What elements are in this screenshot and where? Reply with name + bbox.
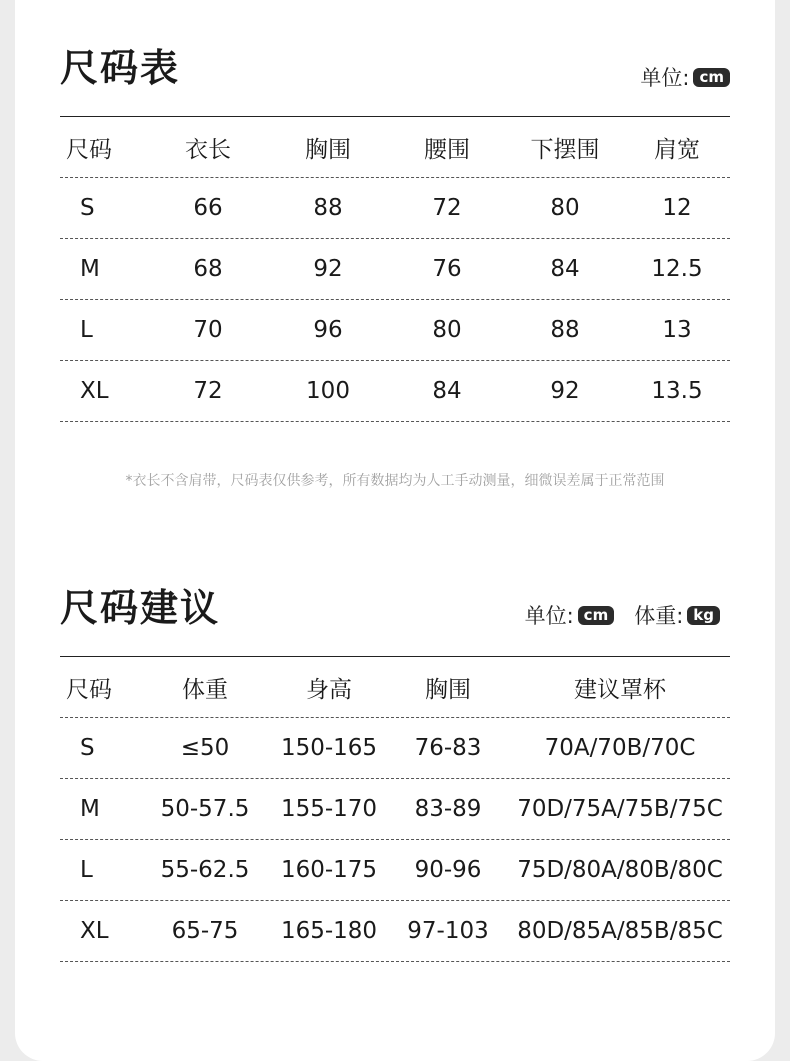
size-cell: M <box>80 256 100 282</box>
header-cell: 下摆围 <box>530 136 600 163</box>
value-cell: 12 <box>662 195 692 221</box>
table-row <box>60 300 730 361</box>
table-row <box>60 901 730 962</box>
weight-unit-badge: kg <box>687 606 720 625</box>
header-cell: 尺码 <box>66 136 112 163</box>
size-advice-title: 尺码建议 <box>60 586 221 630</box>
header-cell: 体重 <box>182 676 228 703</box>
unit-label: 单位: <box>640 66 690 90</box>
size-chart-table <box>60 116 730 422</box>
value-cell: 75D/80A/80B/80C <box>517 857 723 883</box>
weight-label: 体重: <box>634 604 684 628</box>
header-cell: 胸围 <box>425 676 471 703</box>
value-cell: 72 <box>193 378 223 404</box>
unit-label: 单位: <box>524 604 574 628</box>
value-cell: 84 <box>550 256 580 282</box>
value-cell: 155-170 <box>280 796 378 822</box>
value-cell: 55-62.5 <box>160 857 250 883</box>
value-cell: 80 <box>432 317 462 343</box>
value-cell: 92 <box>550 378 580 404</box>
table-row <box>60 178 730 239</box>
value-cell: 83-89 <box>414 796 482 822</box>
value-cell: 88 <box>550 317 580 343</box>
value-cell: ≤50 <box>180 735 230 761</box>
size-chart-note: *衣长不含肩带，尺码表仅供参考，所有数据均为人工手动测量，细微误差属于正常范围 <box>125 473 665 489</box>
value-cell: 70A/70B/70C <box>544 735 696 761</box>
header-cell: 身高 <box>306 676 352 703</box>
size-chart-title: 尺码表 <box>60 46 181 90</box>
size-chart-unit <box>640 62 730 92</box>
header-cell: 尺码 <box>66 676 112 703</box>
header-cell: 建议罩杯 <box>574 676 666 703</box>
value-cell: 160-175 <box>280 857 378 883</box>
size-cell: S <box>80 195 95 221</box>
size-cell: XL <box>80 378 109 404</box>
table-row <box>60 779 730 840</box>
value-cell: 76 <box>432 256 462 282</box>
size-cell: XL <box>80 918 109 944</box>
unit-badge: cm <box>578 606 615 625</box>
value-cell: 70 <box>193 317 223 343</box>
size-cell: L <box>80 857 93 883</box>
page-card <box>15 0 775 1061</box>
value-cell: 84 <box>432 378 462 404</box>
value-cell: 150-165 <box>280 735 378 761</box>
value-cell: 65-75 <box>171 918 239 944</box>
value-cell: 97-103 <box>407 918 489 944</box>
size-cell: M <box>80 796 100 822</box>
value-cell: 88 <box>313 195 343 221</box>
value-cell: 96 <box>313 317 343 343</box>
size-cell: L <box>80 317 93 343</box>
value-cell: 90-96 <box>414 857 482 883</box>
value-cell: 68 <box>193 256 223 282</box>
header-cell: 肩宽 <box>654 136 700 163</box>
value-cell: 76-83 <box>414 735 482 761</box>
size-advice-units <box>525 600 720 630</box>
header-cell: 胸围 <box>305 136 351 163</box>
header-cell: 衣长 <box>185 136 231 163</box>
size-advice-table <box>60 656 730 962</box>
value-cell: 165-180 <box>280 918 378 944</box>
size-cell: S <box>80 735 95 761</box>
value-cell: 66 <box>193 195 223 221</box>
table-row <box>60 239 730 300</box>
value-cell: 72 <box>432 195 462 221</box>
value-cell: 70D/75A/75B/75C <box>517 796 723 822</box>
value-cell: 80 <box>550 195 580 221</box>
table-header-row <box>60 117 730 178</box>
value-cell: 13 <box>662 317 692 343</box>
value-cell: 12.5 <box>651 256 703 282</box>
value-cell: 92 <box>313 256 343 282</box>
table-row <box>60 718 730 779</box>
table-row <box>60 840 730 901</box>
unit-badge: cm <box>693 68 730 87</box>
value-cell: 100 <box>306 378 350 404</box>
value-cell: 80D/85A/85B/85C <box>517 918 723 944</box>
value-cell: 13.5 <box>651 378 703 404</box>
table-header-row <box>60 657 730 718</box>
value-cell: 50-57.5 <box>160 796 250 822</box>
table-row <box>60 361 730 422</box>
header-cell: 腰围 <box>424 136 470 163</box>
